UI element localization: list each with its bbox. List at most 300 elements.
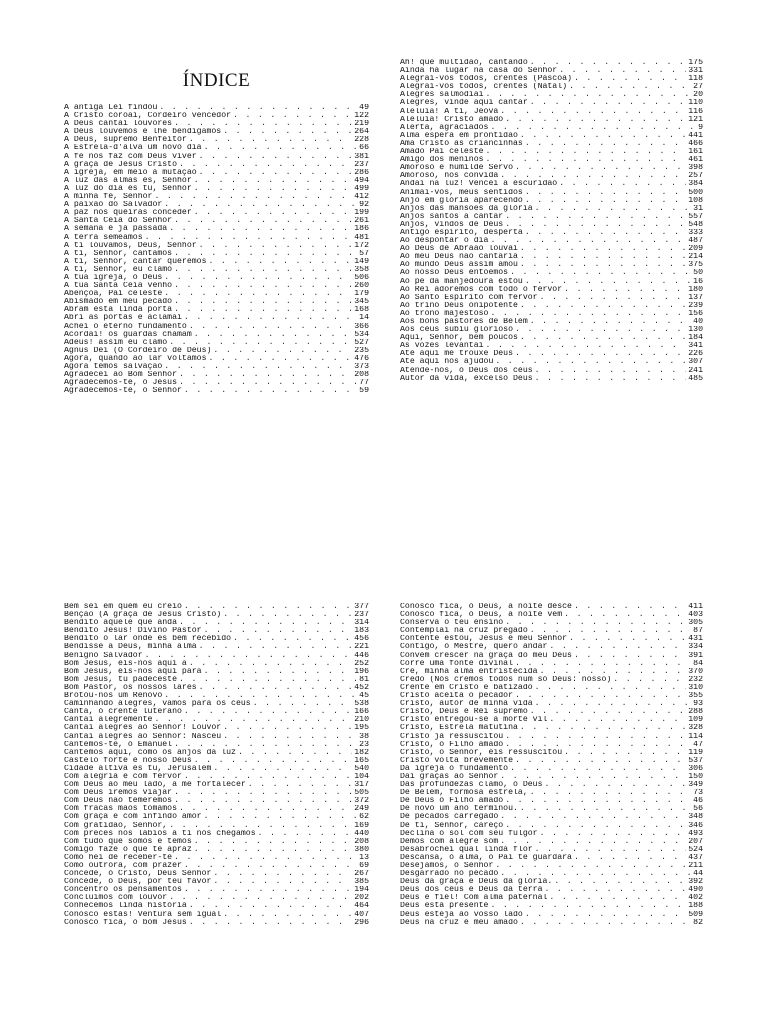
index-entry	[400, 660, 703, 668]
hymn-number: 464	[354, 902, 369, 911]
hymn-title: Com preces nos lábios a ti nós chegamos	[64, 829, 256, 838]
hymn-title: A tua igreja, ó Deus	[64, 273, 163, 282]
index-entry	[64, 894, 369, 902]
hymn-title: Anjos santos a cantar	[400, 212, 504, 221]
hymn-title: Agnus Dei (Ó Cordeiro de Deus)	[64, 346, 212, 355]
hymn-title: Até aqui nos ajudou	[400, 358, 494, 367]
hymn-number: 20	[693, 91, 703, 100]
dot-leader	[510, 269, 691, 277]
hymn-number: 219	[354, 120, 369, 129]
dot-leader	[169, 894, 352, 902]
hymn-title: A tua Santa Ceia venho	[64, 282, 173, 291]
dot-leader	[525, 197, 686, 205]
dot-leader	[174, 854, 357, 862]
dot-leader	[515, 660, 691, 668]
index-entry	[400, 302, 703, 310]
hymn-number: 403	[688, 611, 703, 620]
hymn-title: Deus da graça e Deus da glória.	[400, 878, 553, 887]
hymn-title: Aos céus subiu glorioso	[400, 326, 514, 335]
dot-leader	[535, 700, 692, 708]
hymn-title: Deus na cruz é meu amado	[400, 918, 518, 927]
hymn-title: Agora temos salvação	[64, 363, 163, 371]
hymn-title: Bom Jesus, tu padeceste	[64, 675, 178, 684]
hymn-number: 485	[688, 374, 703, 383]
index-entry	[64, 306, 369, 314]
index-entry	[64, 274, 369, 282]
hymn-title: Acordai! os guardas chamam	[64, 330, 192, 339]
hymn-title: Conosco fica, ó bom Jesus	[64, 918, 187, 927]
index-entry	[400, 245, 703, 253]
hymn-title: Deus é fiel! Com alma paternal	[400, 894, 548, 903]
hymn-number: 45	[359, 692, 369, 701]
hymn-title: Brotou-nos um Renovo	[64, 692, 163, 701]
hymn-number: 81	[359, 675, 369, 684]
hymn-number: 184	[688, 334, 703, 343]
dot-leader	[164, 363, 352, 371]
dot-leader	[189, 136, 352, 144]
dot-leader	[574, 603, 686, 611]
index-entry	[64, 643, 369, 651]
dot-leader	[154, 193, 352, 201]
hymn-number: 16	[693, 277, 703, 286]
hymn-title: A Deus louvemos e lhe bendigamos	[64, 128, 222, 137]
index-entry	[64, 298, 369, 306]
dot-leader	[164, 290, 352, 298]
hymn-title: Cidade altiva és tu, Jerusalém	[64, 764, 212, 773]
dot-leader	[520, 334, 686, 342]
index-entry	[64, 331, 369, 339]
dot-leader	[500, 870, 691, 878]
hymn-title: Agradecei ao Bom Senhor	[64, 371, 178, 380]
index-entry	[64, 120, 369, 128]
hymn-number: 461	[688, 156, 703, 165]
hymn-title: Conserva o teu ensino	[400, 619, 504, 628]
dot-leader	[184, 708, 352, 716]
hymn-title: Bendisse a Deus, minha alma	[64, 643, 197, 652]
dot-leader	[164, 201, 357, 209]
hymn-title: Alegres, vinde aqui cantar	[400, 99, 528, 108]
hymn-number: 9	[698, 123, 703, 132]
hymn-number: 221	[354, 643, 369, 652]
dot-leader	[505, 733, 686, 741]
dot-leader	[515, 164, 686, 172]
index-entry	[400, 91, 703, 99]
dot-leader	[525, 278, 691, 286]
hymn-number: 540	[354, 764, 369, 773]
index-entry	[400, 822, 703, 830]
hymn-number: 237	[354, 160, 369, 169]
hymn-title: Ao mundo Deus assim amou	[400, 261, 518, 270]
dot-leader	[559, 67, 686, 75]
hymn-title: Agora, quando ao lar voltamos	[64, 354, 207, 363]
dot-leader	[213, 347, 352, 355]
dot-leader	[253, 700, 353, 708]
hymn-title: Anjos, vindos de Deus	[400, 220, 504, 229]
hymn-number: 186	[354, 225, 369, 234]
index-entry	[64, 676, 369, 684]
hymn-number: 209	[688, 245, 703, 254]
hymn-number: 82	[693, 918, 703, 927]
hymn-number: 156	[688, 309, 703, 318]
hymn-title: Bom Jesus, eis-nos aqui a	[64, 659, 187, 668]
hymn-title: Agradecemos-te, ó Senhor	[64, 387, 182, 396]
index-entry	[64, 314, 369, 322]
hymn-number: 524	[688, 845, 703, 854]
hymn-title: Deus dos céus e Deus da terra	[400, 886, 543, 895]
index-entry	[400, 237, 703, 245]
dot-leader	[530, 59, 687, 67]
hymn-title: Com graça e com infindo amor	[64, 813, 202, 822]
dot-leader	[169, 225, 352, 233]
index-entry	[64, 765, 369, 773]
hymn-number: 466	[688, 139, 703, 148]
index-entry	[400, 367, 703, 375]
dot-leader	[223, 733, 357, 741]
index-entry	[64, 169, 369, 177]
index-entry	[64, 805, 369, 813]
hymn-number: 93	[693, 700, 703, 709]
index-entry	[400, 619, 703, 627]
dot-leader	[535, 375, 687, 383]
index-entry	[400, 830, 703, 838]
hymn-title: Comigo faze o que te apraz	[64, 845, 192, 854]
dot-leader	[194, 846, 353, 854]
dot-leader	[520, 253, 686, 261]
hymn-number: 208	[354, 837, 369, 846]
hymn-title: Alegrai-vos todos, crentes (Natal)	[400, 83, 568, 92]
hymn-title: Alegrai-vos todos, crentes (Páscoa)	[400, 75, 572, 84]
dot-leader	[159, 104, 357, 112]
hymn-title: A luz do dia és tu, Senhor	[64, 184, 192, 193]
hymn-title: A paixão do Salvador	[64, 201, 163, 210]
hymn-title: Ao despontar o dia	[400, 237, 489, 246]
dot-leader	[554, 878, 686, 886]
hymn-number: 377	[354, 603, 369, 611]
dot-leader	[223, 128, 352, 136]
dot-leader	[530, 627, 691, 635]
dot-leader	[184, 603, 352, 611]
dot-leader	[540, 294, 687, 302]
index-entry	[64, 708, 369, 716]
hymn-number: 267	[354, 870, 369, 879]
index-entry	[400, 676, 703, 684]
index-entry	[400, 838, 703, 846]
index-entry	[400, 156, 703, 164]
index-entry	[64, 161, 369, 169]
dot-leader	[154, 716, 352, 724]
dot-leader	[500, 838, 686, 846]
hymn-title: Aleluia! Cristo amado	[400, 115, 504, 124]
hymn-number: 307	[688, 358, 703, 367]
index-entry	[400, 116, 703, 124]
index-entry	[400, 229, 703, 237]
hymn-number: 73	[693, 789, 703, 798]
index-entry	[64, 878, 369, 886]
dot-leader	[238, 749, 352, 757]
index-entry	[64, 749, 369, 757]
hymn-number: 358	[354, 265, 369, 274]
dot-leader	[520, 261, 686, 269]
hymn-title: Conosco estás! Ventura sem igual	[64, 910, 222, 919]
hymn-number: 182	[354, 748, 369, 757]
dot-leader	[189, 660, 352, 668]
hymn-number: 56	[693, 805, 703, 814]
hymn-title: Ah! que multidão, cantando	[400, 59, 528, 67]
index-entry	[64, 757, 369, 765]
hymn-number: 109	[688, 716, 703, 725]
dot-leader	[549, 716, 686, 724]
dot-leader	[194, 177, 353, 185]
hymn-title: De ti, Senhor, careço	[400, 821, 504, 830]
hymn-number: 446	[354, 651, 369, 660]
index-entry	[64, 919, 369, 927]
index-entry	[64, 379, 369, 387]
hymn-title: Concede, ó Deus, por teu favor	[64, 878, 212, 887]
index-entry	[400, 334, 703, 342]
index-entry	[64, 773, 369, 781]
index-entry	[400, 67, 703, 75]
hymn-title: Desgarrado no pecado	[400, 870, 499, 879]
hymn-title: As vozes levantai	[400, 342, 484, 351]
hymn-title: Dai graças ao Senhor	[400, 772, 499, 781]
hymn-number: 310	[688, 683, 703, 692]
hymn-number: 548	[688, 220, 703, 229]
hymn-number: 500	[688, 188, 703, 197]
index-entry	[400, 878, 703, 886]
dot-leader	[549, 894, 686, 902]
hymn-title: A ti, Senhor, eu clamo	[64, 265, 173, 274]
hymn-number: 391	[688, 651, 703, 660]
index-entry	[64, 128, 369, 136]
hymn-title: Como hei de receber-te	[64, 853, 173, 862]
hymn-number: 237	[354, 611, 369, 620]
index-entry	[64, 355, 369, 363]
hymn-title: Aleluia! A ti, Jeová	[400, 107, 499, 116]
hymn-title: Ao Santo Espírito com fervor	[400, 293, 538, 302]
index-entry	[400, 286, 703, 294]
hymn-title: Cristo entregou-se à morte vil	[400, 716, 548, 725]
hymn-title: Contigo, ó Mestre, quero andar	[400, 643, 548, 652]
hymn-title: A graça de Jesus Cristo	[64, 160, 178, 169]
dot-leader	[179, 161, 352, 169]
index-entry	[400, 708, 703, 716]
index-entry	[400, 180, 703, 188]
dot-leader	[179, 805, 352, 813]
dot-leader	[179, 619, 352, 627]
dot-leader	[204, 144, 358, 152]
dot-leader	[495, 862, 686, 870]
index-entry	[400, 148, 703, 156]
hymn-number: 169	[354, 821, 369, 830]
hymn-number: 249	[354, 805, 369, 814]
hymn-number: 232	[688, 675, 703, 684]
hymn-number: 349	[688, 781, 703, 790]
index-entry	[64, 741, 369, 749]
index-entry	[400, 342, 703, 350]
dot-leader	[199, 643, 353, 651]
hymn-number: 441	[688, 131, 703, 140]
index-entry	[400, 326, 703, 334]
hymn-title: Com fracas mãos tomamos	[64, 805, 178, 814]
dot-leader	[145, 652, 353, 660]
hymn-title: De novo um ano terminou.	[400, 805, 518, 814]
hymn-number: 214	[688, 253, 703, 262]
index-entry	[64, 242, 369, 250]
hymn-number: 119	[688, 748, 703, 757]
dot-leader	[500, 773, 686, 781]
index-entry	[400, 749, 703, 757]
hymn-number: 241	[688, 366, 703, 375]
hymn-title: Amigo dos meninos	[400, 156, 484, 165]
hymn-title: De pecados carregado	[400, 813, 499, 822]
hymn-title: Amado Pai celeste	[400, 148, 484, 157]
dot-leader	[248, 781, 352, 789]
index-entry	[64, 323, 369, 331]
dot-leader	[204, 627, 353, 635]
index-entry	[64, 603, 369, 611]
index-entry	[64, 797, 369, 805]
dot-leader	[179, 379, 357, 387]
hymn-number: 534	[354, 330, 369, 339]
index-entry	[64, 217, 369, 225]
hymn-number: 381	[354, 152, 369, 161]
hymn-title: A terra semeamos	[64, 233, 143, 242]
dot-leader	[500, 813, 686, 821]
hymn-number: 77	[359, 379, 369, 388]
hymn-title: Cristo, o Filho amado	[400, 740, 504, 749]
hymn-title: Deus esteja ao vosso lado	[400, 910, 523, 919]
dot-leader	[189, 902, 352, 910]
hymn-title: Benigno Salvador	[64, 651, 143, 660]
index-entry	[64, 716, 369, 724]
dot-leader	[515, 692, 686, 700]
index-entry	[400, 294, 703, 302]
hymn-title: Com gratidão, Senhor,	[64, 821, 168, 830]
index-entry	[400, 652, 703, 660]
hymn-number: 490	[688, 886, 703, 895]
hymn-number: 84	[693, 659, 703, 668]
index-entry	[64, 611, 369, 619]
hymn-number: 509	[688, 910, 703, 919]
index-entry	[400, 902, 703, 910]
dot-leader	[525, 229, 686, 237]
index-entry	[400, 75, 703, 83]
hymn-number: 537	[688, 756, 703, 765]
hymn-title: Conosco fica, ó Deus, a noite vem	[400, 611, 563, 620]
index-entry	[400, 108, 703, 116]
hymn-number: 235	[354, 346, 369, 355]
index-entry	[400, 684, 703, 692]
hymn-title: A fé nos faz com Deus viver	[64, 152, 197, 161]
index-entry	[400, 692, 703, 700]
dot-leader	[505, 797, 691, 805]
hymn-number: 137	[688, 293, 703, 302]
index-entry	[400, 846, 703, 854]
hymn-number: 431	[688, 635, 703, 644]
dot-leader	[486, 156, 687, 164]
dot-leader	[164, 692, 357, 700]
hymn-number: 345	[354, 298, 369, 307]
dot-leader	[490, 237, 686, 245]
dot-leader	[486, 148, 687, 156]
index-entry	[64, 258, 369, 266]
hymn-title: A igreja, em meio à mutação	[64, 168, 197, 177]
dot-leader	[145, 234, 353, 242]
dot-leader	[184, 886, 352, 894]
index-entry	[400, 870, 703, 878]
index-entry	[64, 201, 369, 209]
hymn-number: 175	[688, 59, 703, 67]
hymn-title: Ao Rei adoremos com todo o fervor	[400, 285, 563, 294]
dot-leader	[486, 342, 687, 350]
hymn-title: Bendito Jesus! Divino Pastor	[64, 627, 202, 636]
dot-leader	[174, 282, 352, 290]
hymn-number: 385	[354, 878, 369, 887]
hymn-title: Bom Pastor, os nossos lares	[64, 683, 197, 692]
hymn-title: Das profundezas clamo, ó Deus	[400, 781, 543, 790]
hymn-number: 499	[354, 184, 369, 193]
hymn-title: Cristo, o Senhor, eis ressuscitou	[400, 748, 563, 757]
index-entry	[400, 375, 703, 383]
dot-leader	[525, 911, 686, 919]
dot-leader	[574, 854, 686, 862]
dot-leader	[174, 306, 352, 314]
hymn-title: Cristo, autor de minha vida	[400, 700, 533, 709]
dot-leader	[500, 108, 686, 116]
dot-leader	[505, 619, 686, 627]
hymn-number: 47	[693, 740, 703, 749]
dot-leader	[569, 83, 691, 91]
index-entry	[400, 164, 703, 172]
index-entry	[400, 894, 703, 902]
dot-leader	[545, 781, 687, 789]
hymn-number: 168	[354, 306, 369, 315]
hymn-title: A Santa Ceia do Senhor	[64, 217, 173, 226]
hymn-number: 180	[688, 285, 703, 294]
hymn-number: 402	[688, 894, 703, 903]
index-entry	[64, 371, 369, 379]
hymn-title: Abismado em meu pecado	[64, 298, 173, 307]
hymn-number: 538	[354, 700, 369, 709]
hymn-number: 179	[354, 290, 369, 299]
index-entry	[400, 862, 703, 870]
hymn-number: 49	[359, 104, 369, 112]
hymn-number: 506	[354, 273, 369, 282]
hymn-title: Cantemos-te, ó Emanuel	[64, 740, 173, 749]
dot-leader	[194, 757, 353, 765]
hymn-number: 59	[359, 387, 369, 396]
dot-leader	[564, 611, 686, 619]
index-entry	[64, 789, 369, 797]
hymn-title: Ao trino Deus onipotente	[400, 301, 518, 310]
index-entry	[64, 854, 369, 862]
index-entry	[64, 266, 369, 274]
index-entry	[400, 724, 703, 732]
hymn-number: 334	[688, 643, 703, 652]
hymn-number: 452	[354, 683, 369, 692]
hymn-number: 172	[354, 241, 369, 250]
dot-leader	[213, 878, 352, 886]
hymn-title: Aos bons pastores de Belém	[400, 318, 528, 326]
index-entry	[64, 112, 369, 120]
dot-leader	[505, 741, 691, 749]
hymn-number: 149	[354, 257, 369, 266]
hymn-number: 260	[354, 282, 369, 291]
dot-leader	[520, 302, 686, 310]
hymn-title: Como outrora, com prazer	[64, 862, 182, 870]
index-entry	[64, 813, 369, 821]
index-entry	[64, 862, 369, 870]
